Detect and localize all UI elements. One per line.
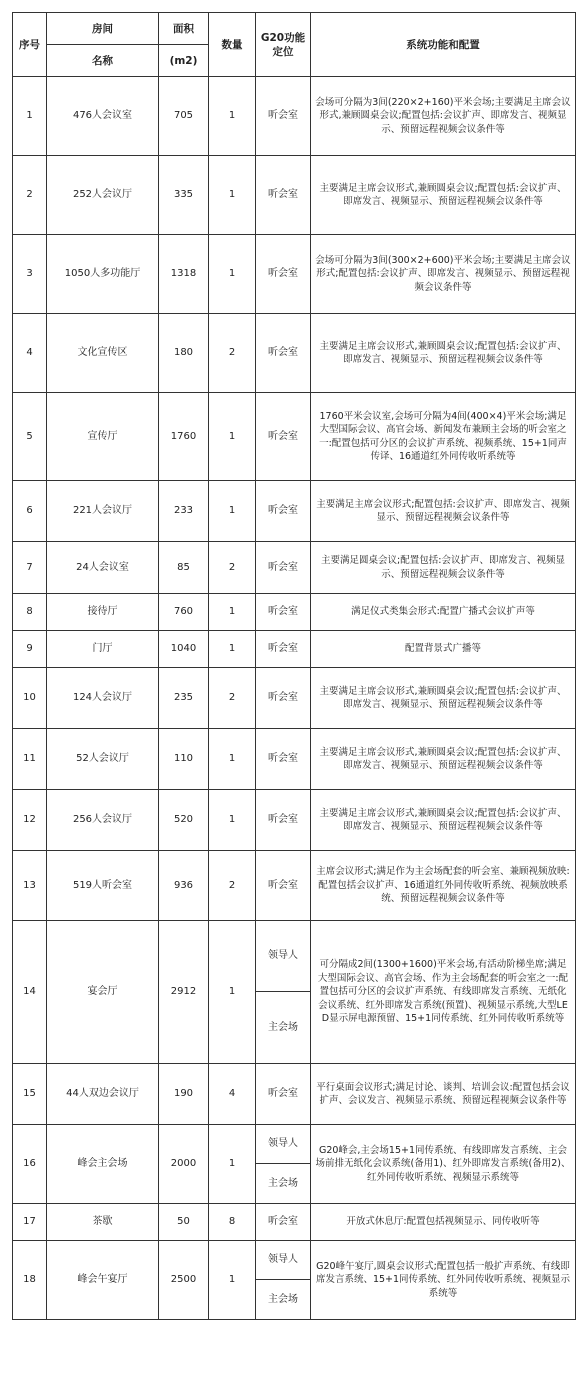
table-row [13, 1125, 576, 1164]
room-name: 221人会议厅 [47, 481, 159, 542]
system-config: 主要满足主席会议形式,兼顾圆桌会议;配置包括:会议扩声、即席发言、视频显示、预留远程视频会议条件等 [311, 729, 576, 790]
system-config: 1760平米会议室,会场可分隔为4间(400×4)平米会场;满足大型国际会议、高官会场、新闻发布兼顾主会场的听会室之一:配置包括可分区的会议扩声系统、视频系统、15+1同声传译、16通道红外同传收听系统等 [311, 393, 576, 481]
row-number: 15 [13, 1064, 47, 1125]
table-row [13, 314, 576, 393]
room-area: 760 [159, 594, 209, 631]
system-config: 可分隔成2间(1300+1600)平米会场,有活动阶梯坐席;满足大型国际会议、高官会场、作为主会场配套的听会室之一:配置包括可分区的会议扩声系统、有线即席发言系统、无纸化会议系统、红外即席发言系统(预置)、视频显示系统,大型LED显示屏电源预留、15+1同传系统、红外同传收听系统等 [311, 921, 576, 1064]
room-qty: 1 [209, 77, 256, 156]
system-config: 主席会议形式;满足作为主会场配套的听会室、兼顾视频放映:配置包括会议扩声、16通道红外同传收听系统、视频放映系统、预留远程视频会议条件等 [311, 851, 576, 921]
room-config-table-wrapper [12, 12, 576, 1320]
room-area: 233 [159, 481, 209, 542]
g20-function: 听会室 [256, 156, 311, 235]
g20-function: 听会室 [256, 314, 311, 393]
system-config: 平行桌面会议形式;满足讨论、谈判、培训会议:配置包括会议扩声、会议发言、视频显示系统、预留远程视频会议条件等 [311, 1064, 576, 1125]
room-name: 519人听会室 [47, 851, 159, 921]
header-area-bottom: (m2) [159, 45, 209, 77]
room-qty: 1 [209, 729, 256, 790]
room-qty: 4 [209, 1064, 256, 1125]
room-area: 190 [159, 1064, 209, 1125]
g20-function: 听会室 [256, 235, 311, 314]
system-config: G20峰午宴厅,圆桌会议形式;配置包括一般扩声系统、有线即席发言系统、15+1同传系统、红外同传收听系统、视频显示系统等 [311, 1241, 576, 1320]
system-config: 会场可分隔为3间(300×2+600)平米会场;主要满足主席会议形式;配置包括:会议扩声、即席发言、视频显示、预留远程视频会议条件等 [311, 235, 576, 314]
room-area: 705 [159, 77, 209, 156]
room-area: 2912 [159, 921, 209, 1064]
room-area: 235 [159, 668, 209, 729]
row-number: 2 [13, 156, 47, 235]
g20-function: 听会室 [256, 668, 311, 729]
room-config-table [12, 12, 576, 1320]
room-area: 2500 [159, 1241, 209, 1320]
table-row [13, 594, 576, 631]
room-name: 峰会午宴厅 [47, 1241, 159, 1320]
system-config: 主要满足主席会议形式,兼顾圆桌会议;配置包括:会议扩声、即席发言、视频显示、预留远程视频会议条件等 [311, 790, 576, 851]
g20-function: 领导人 [256, 921, 311, 992]
g20-function: 主会场 [256, 1280, 311, 1320]
table-row [13, 729, 576, 790]
room-name: 宴会厅 [47, 921, 159, 1064]
row-number: 18 [13, 1241, 47, 1320]
g20-function: 主会场 [256, 1164, 311, 1204]
system-config: 会场可分隔为3间(220×2+160)平米会场;主要满足主席会议形式,兼顾圆桌会议;配置包括:会议扩声、即席发言、视频显示、预留远程视频会议条件等 [311, 77, 576, 156]
room-qty: 1 [209, 790, 256, 851]
g20-function: 听会室 [256, 790, 311, 851]
g20-function: 听会室 [256, 729, 311, 790]
table-row [13, 790, 576, 851]
g20-function: 听会室 [256, 851, 311, 921]
table-row [13, 1204, 576, 1241]
table-row [13, 542, 576, 594]
g20-function: 听会室 [256, 481, 311, 542]
header-area-top: 面积 [159, 13, 209, 45]
header-no: 序号 [13, 13, 47, 77]
room-area: 50 [159, 1204, 209, 1241]
row-number: 16 [13, 1125, 47, 1204]
room-qty: 2 [209, 668, 256, 729]
room-area: 936 [159, 851, 209, 921]
g20-function: 听会室 [256, 631, 311, 668]
table-row [13, 235, 576, 314]
table-row [13, 156, 576, 235]
row-number: 14 [13, 921, 47, 1064]
room-name: 24人会议室 [47, 542, 159, 594]
g20-function: 听会室 [256, 393, 311, 481]
room-area: 110 [159, 729, 209, 790]
table-row [13, 851, 576, 921]
room-name: 峰会主会场 [47, 1125, 159, 1204]
room-name: 宣传厅 [47, 393, 159, 481]
table-row [13, 631, 576, 668]
system-config: 主要满足主席会议形式,兼顾圆桌会议;配置包括:会议扩声、即席发言、视频显示、预留远程视频会议条件等 [311, 314, 576, 393]
room-qty: 1 [209, 393, 256, 481]
room-qty: 8 [209, 1204, 256, 1241]
row-number: 5 [13, 393, 47, 481]
system-config: 主要满足主席会议形式,兼顾圆桌会议;配置包括:会议扩声、即席发言、视频显示、预留远程视频会议条件等 [311, 156, 576, 235]
room-area: 335 [159, 156, 209, 235]
room-qty: 1 [209, 235, 256, 314]
room-name: 476人会议室 [47, 77, 159, 156]
room-name: 文化宣传区 [47, 314, 159, 393]
row-number: 7 [13, 542, 47, 594]
row-number: 12 [13, 790, 47, 851]
room-qty: 2 [209, 851, 256, 921]
room-name: 茶歇 [47, 1204, 159, 1241]
room-qty: 1 [209, 156, 256, 235]
room-qty: 1 [209, 594, 256, 631]
header-g20: G20功能定位 [256, 13, 311, 77]
room-area: 180 [159, 314, 209, 393]
g20-function: 领导人 [256, 1125, 311, 1164]
room-name: 44人双边会议厅 [47, 1064, 159, 1125]
header-room-bottom: 名称 [47, 45, 159, 77]
g20-function: 领导人 [256, 1241, 311, 1280]
g20-function: 主会场 [256, 992, 311, 1064]
room-qty: 1 [209, 631, 256, 668]
row-number: 3 [13, 235, 47, 314]
system-config: 主要满足圆桌会议;配置包括:会议扩声、即席发言、视频显示、预留远程视频会议条件等 [311, 542, 576, 594]
g20-function: 听会室 [256, 1064, 311, 1125]
room-qty: 1 [209, 481, 256, 542]
room-name: 门厅 [47, 631, 159, 668]
system-config: 主要满足主席会议形式,兼顾圆桌会议;配置包括:会议扩声、即席发言、视频显示、预留远程视频会议条件等 [311, 668, 576, 729]
room-name: 接待厅 [47, 594, 159, 631]
row-number: 17 [13, 1204, 47, 1241]
room-area: 2000 [159, 1125, 209, 1204]
table-row [13, 77, 576, 156]
room-name: 256人会议厅 [47, 790, 159, 851]
header-qty: 数量 [209, 13, 256, 77]
header-system: 系统功能和配置 [311, 13, 576, 77]
g20-function: 听会室 [256, 1204, 311, 1241]
system-config: 开放式休息厅:配置包括视频显示、同传收听等 [311, 1204, 576, 1241]
table-row [13, 921, 576, 992]
system-config: 满足仪式类集会形式:配置广播式会议扩声等 [311, 594, 576, 631]
header-row-1 [13, 13, 576, 45]
table-row [13, 1241, 576, 1280]
system-config: 配置背景式广播等 [311, 631, 576, 668]
table-row [13, 393, 576, 481]
row-number: 8 [13, 594, 47, 631]
row-number: 10 [13, 668, 47, 729]
room-area: 1760 [159, 393, 209, 481]
row-number: 1 [13, 77, 47, 156]
header-room-top: 房间 [47, 13, 159, 45]
row-number: 6 [13, 481, 47, 542]
room-area: 85 [159, 542, 209, 594]
g20-function: 听会室 [256, 594, 311, 631]
row-number: 13 [13, 851, 47, 921]
row-number: 9 [13, 631, 47, 668]
room-area: 1040 [159, 631, 209, 668]
row-number: 4 [13, 314, 47, 393]
room-qty: 2 [209, 542, 256, 594]
table-body [13, 77, 576, 1320]
table-row [13, 668, 576, 729]
room-area: 520 [159, 790, 209, 851]
room-name: 252人会议厅 [47, 156, 159, 235]
room-name: 1050人多功能厅 [47, 235, 159, 314]
table-row [13, 1064, 576, 1125]
table-row [13, 481, 576, 542]
room-name: 124人会议厅 [47, 668, 159, 729]
room-qty: 1 [209, 1125, 256, 1204]
room-qty: 2 [209, 314, 256, 393]
g20-function: 听会室 [256, 77, 311, 156]
system-config: 主要满足主席会议形式;配置包括:会议扩声、即席发言、视频显示、预留远程视频会议条件等 [311, 481, 576, 542]
room-qty: 1 [209, 921, 256, 1064]
room-area: 1318 [159, 235, 209, 314]
room-name: 52人会议厅 [47, 729, 159, 790]
system-config: G20峰会,主会场15+1同传系统、有线即席发言系统、主会场前排无纸化会议系统(备用1)、红外即席发言系统(备用2)、红外同传收听系统、视频显示系统等 [311, 1125, 576, 1204]
room-qty: 1 [209, 1241, 256, 1320]
row-number: 11 [13, 729, 47, 790]
g20-function: 听会室 [256, 542, 311, 594]
